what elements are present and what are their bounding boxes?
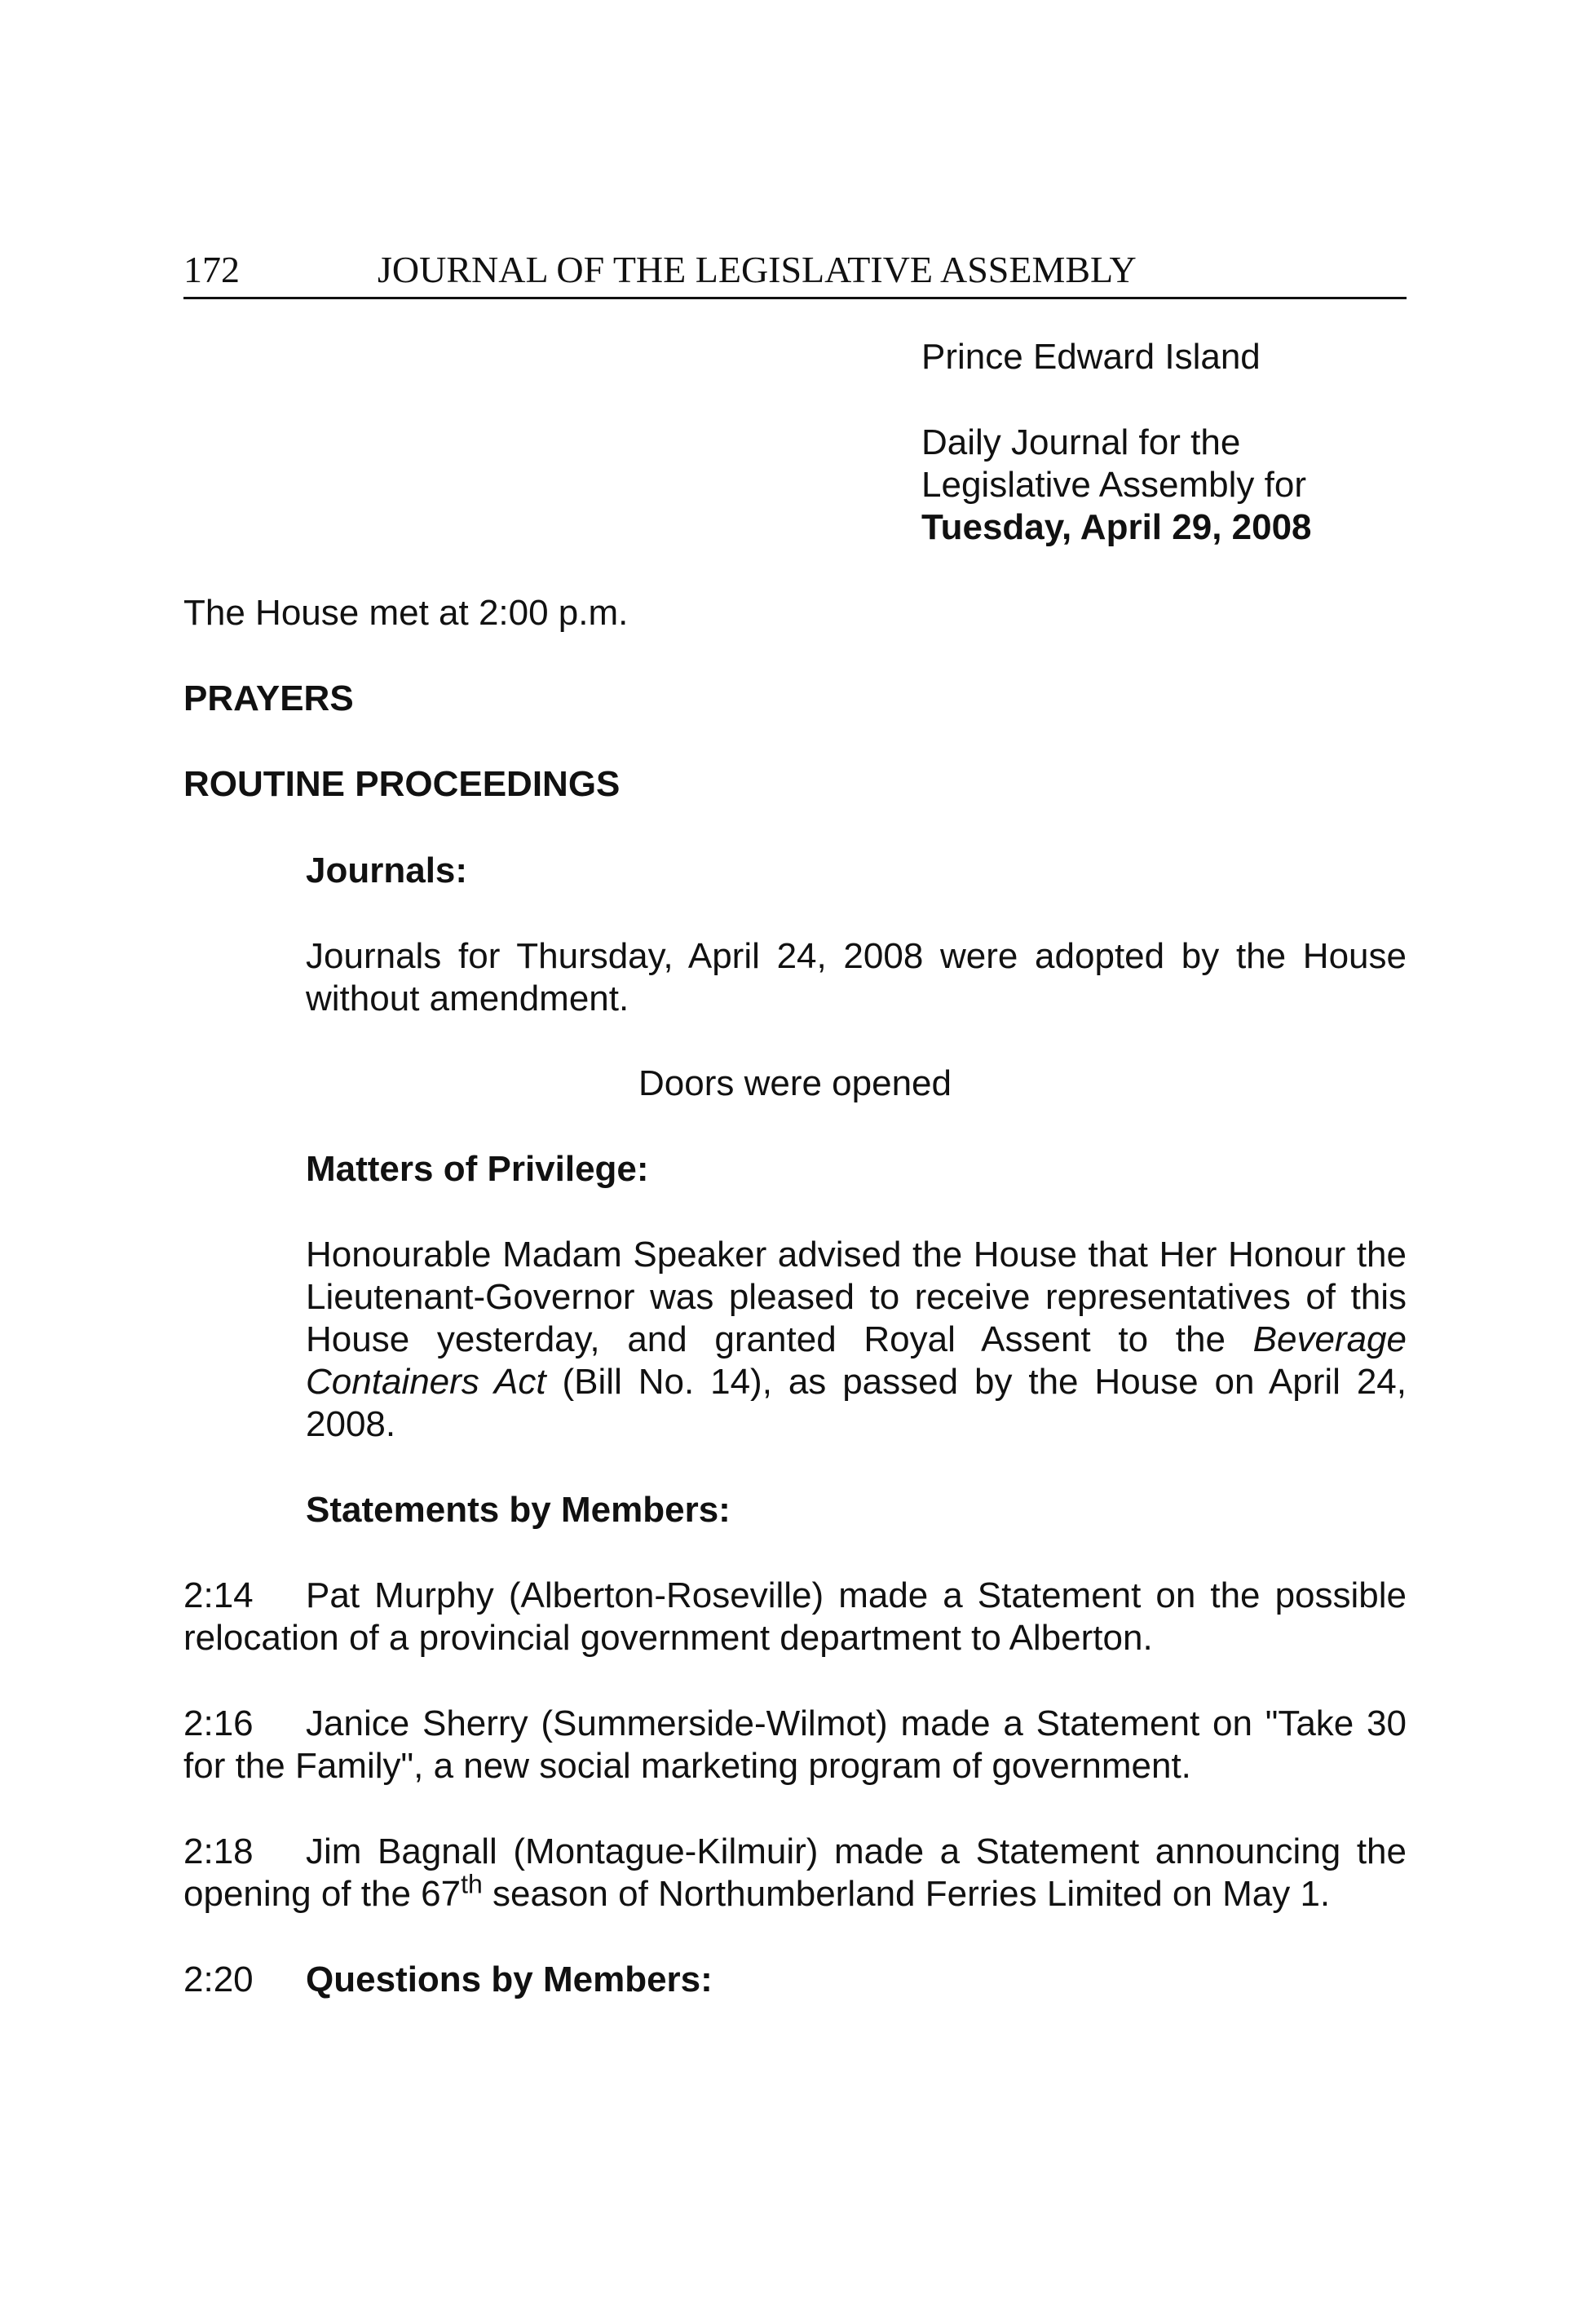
routine-proceedings-heading: ROUTINE PROCEEDINGS — [183, 764, 621, 804]
masthead-line-2: Legislative Assembly for — [921, 465, 1306, 505]
statement-text: Pat Murphy (Alberton-Roseville) made a Statement on the possible relocation of a provincial government department to Alberton. — [183, 1575, 1407, 1658]
page-header — [183, 243, 1407, 299]
questions-line — [183, 1959, 713, 2001]
sitting-date: Tuesday, April 29, 2008 — [921, 507, 1312, 547]
questions-time: 2:20 — [183, 1959, 254, 1999]
doors-opened: Doors were opened — [638, 1063, 952, 1103]
page-number: 172 — [183, 249, 240, 290]
privilege-paragraph: Honourable Madam Speaker advised the House that Her Honour the Lieutenant-Governor was pleased to receive representatives of this House yesterday, and granted Royal Assent to the Beverage Containers Act (Bill No. 14), as passed by the House on April 24, 2008. — [306, 1235, 1407, 1444]
statement-time: 2:16 — [183, 1703, 254, 1743]
statement-text: Janice Sherry (Summerside-Wilmot) made a Statement on "Take 30 for the Family", a new social marketing program of government. — [183, 1703, 1407, 1786]
province: Prince Edward Island — [921, 337, 1261, 377]
prayers-heading: PRAYERS — [183, 678, 354, 718]
privilege-heading: Matters of Privilege: — [306, 1149, 649, 1189]
statements-heading: Statements by Members: — [306, 1490, 731, 1530]
opening-line: The House met at 2:00 p.m. — [183, 593, 629, 633]
statement-time: 2:18 — [183, 1831, 254, 1871]
statement-text: Jim Bagnall (Montague-Kilmuir) made a Statement announcing the opening of the 67th season of Northumberland Ferries Limited on May 1. — [183, 1831, 1407, 1914]
questions-heading: Questions by Members: — [306, 1959, 713, 1999]
masthead-line-1: Daily Journal for the — [921, 422, 1241, 462]
statement-item — [183, 1703, 1407, 1787]
journals-heading: Journals: — [306, 851, 468, 890]
statement-time: 2:14 — [183, 1575, 254, 1615]
statement-item — [183, 1831, 1407, 1915]
ordinal-suffix: th — [461, 1869, 483, 1899]
journals-paragraph: Journals for Thursday, April 24, 2008 were adopted by the House without amendment. — [306, 936, 1407, 1018]
journal-title: JOURNAL OF THE LEGISLATIVE ASSEMBLY — [378, 249, 1137, 290]
act-title: Beverage Containers Act — [306, 1319, 1407, 1402]
statement-item — [183, 1575, 1407, 1659]
